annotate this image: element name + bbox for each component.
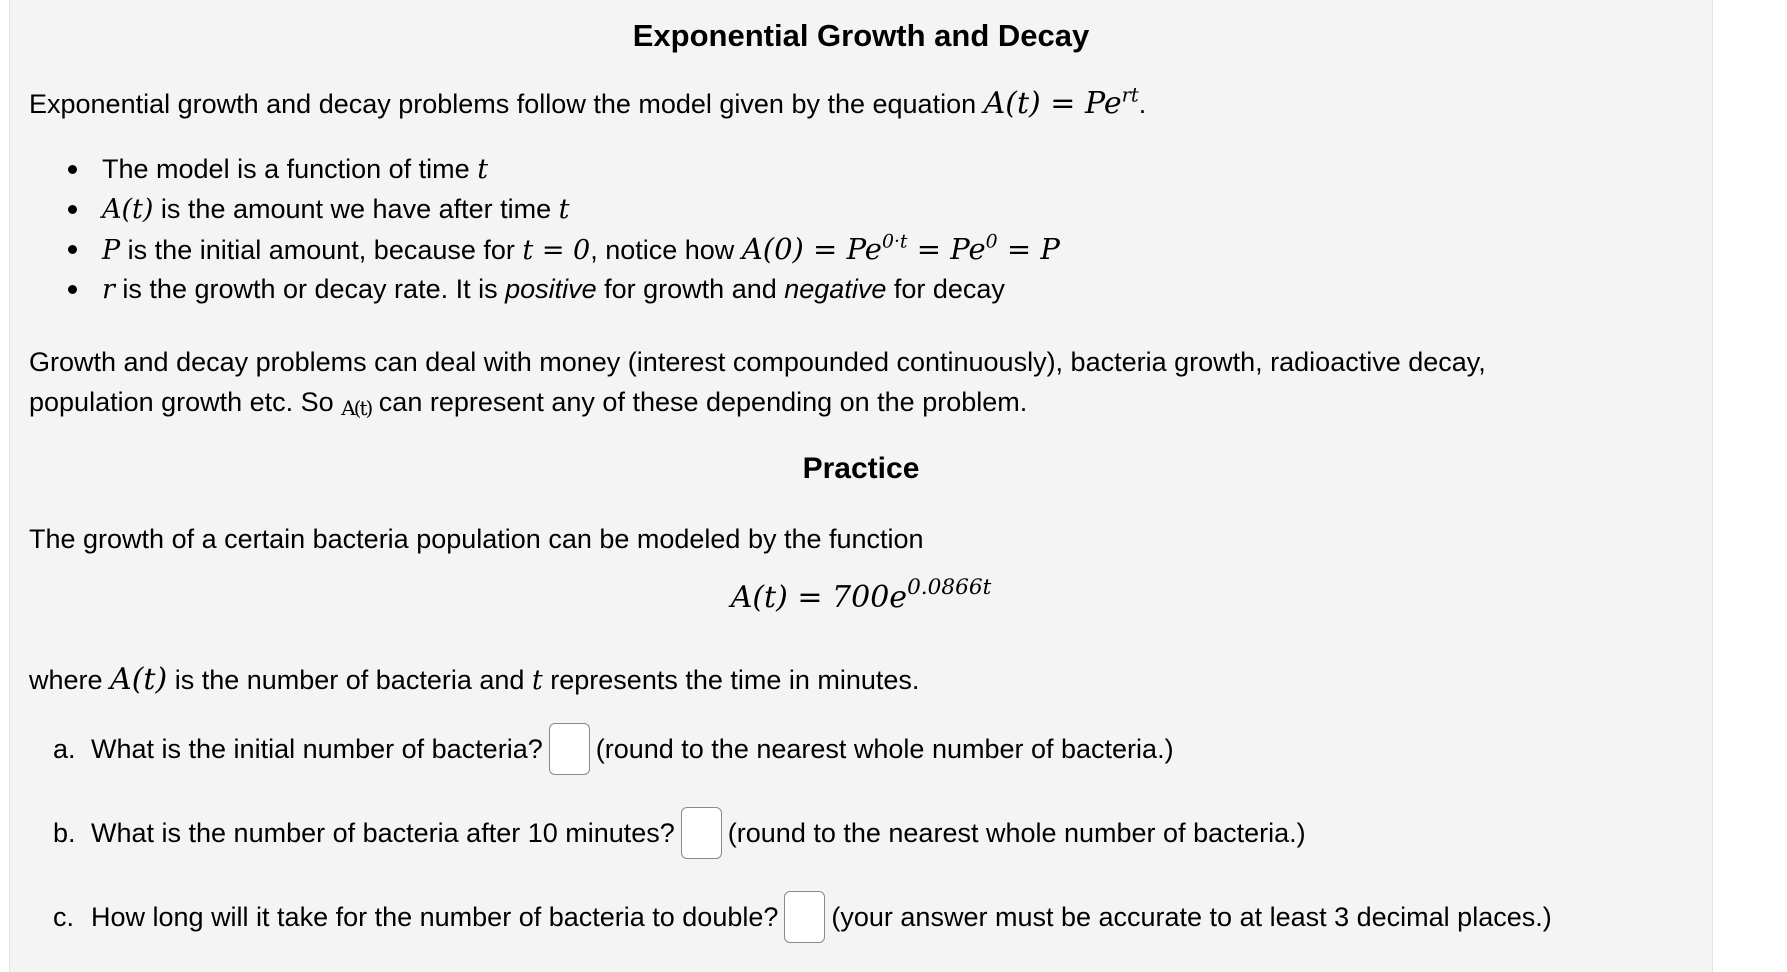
bullet-item: The model is a function of time t [62, 149, 1060, 189]
answer-input-b[interactable] [681, 807, 722, 859]
bullet-item: r is the growth or decay rate. It is positive for growth and negative for decay [62, 269, 1060, 309]
intro-paragraph [29, 84, 1146, 124]
where-sentence: where A(t) is the number of bacteria and t represents the time in minutes. [29, 662, 920, 697]
context-paragraph-line2: population growth etc. So A(t) can represent any of these depending on the problem. [29, 387, 1028, 420]
answer-input-c[interactable] [784, 891, 825, 943]
practice-heading: Practice [802, 452, 920, 485]
answer-input-a[interactable] [549, 723, 590, 775]
problem-intro: The growth of a certain bacteria population can be modeled by the function [29, 524, 924, 554]
bullet-item: A(t) is the amount we have after time t [62, 189, 1060, 229]
bullet-item: P is the initial amount, because for t = 0, notice how $A(0) = Pe^{0\cdot t} = Pe^0 = P$ [62, 229, 1060, 269]
question-hint: (round to the nearest whole number of bacteria.) [727, 817, 1306, 848]
content-panel [9, 0, 1713, 972]
question-hint: (round to the nearest whole number of bacteria.) [595, 733, 1174, 764]
question-c [53, 891, 1552, 943]
question-text: How long will it take for the number of bacteria to double? [91, 901, 779, 932]
intro-period: . [1138, 89, 1147, 119]
question-b [53, 807, 1306, 859]
page-title: Exponential Growth and Decay [632, 18, 1090, 53]
intro-equation: $A(t) = Pe^{rt}$ [983, 83, 1139, 121]
garbled-math: A(t) [341, 396, 372, 420]
question-label: b. [53, 817, 76, 848]
question-label: a. [53, 733, 76, 764]
question-hint: (your answer must be accurate to at least 3 decimal places.) [831, 901, 1552, 932]
question-label: c. [53, 901, 75, 932]
question-text: What is the number of bacteria after 10 minutes? [91, 817, 675, 848]
question-text: What is the initial number of bacteria? [91, 733, 543, 764]
question-a [53, 723, 1174, 775]
model-equation: $A(t) = 700e^{0.0866t}$ [730, 575, 992, 615]
model-bullet-list [62, 149, 1060, 309]
context-paragraph-line1: Growth and decay problems can deal with money (interest compounded continuously), bacteria growth, radioactive decay, [29, 347, 1486, 377]
intro-text: Exponential growth and decay problems follow the model given by the equation [29, 89, 977, 119]
